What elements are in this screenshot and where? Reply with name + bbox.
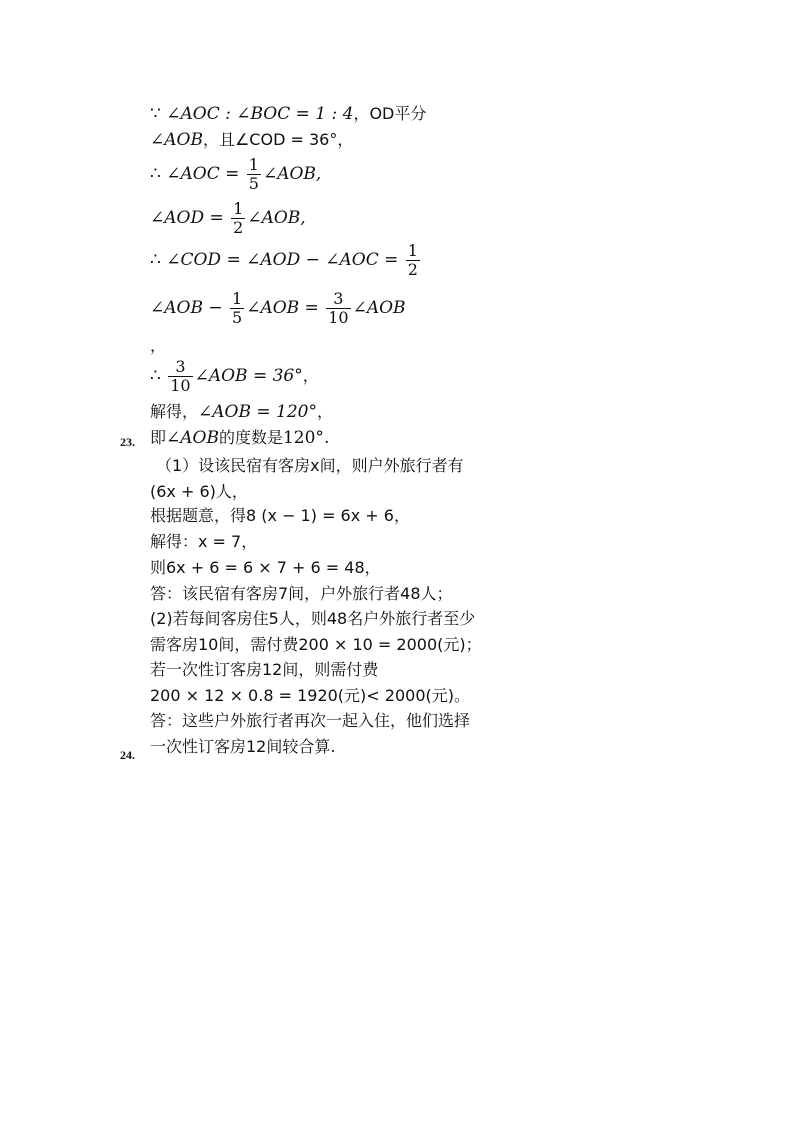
- q23-line-1: （1）设该民宿有客房x间，则户外旅行者有: [156, 456, 464, 475]
- question-number: 23.: [120, 435, 135, 449]
- q23-line-8: 需客房10间，需付费200 × 10 = 2000(元)；: [150, 635, 482, 654]
- q22-line-1: ∵ ∠AOC : ∠BOC = 1 : 4，OD平分: [150, 104, 427, 124]
- q23-line-10: 200 × 12 × 0.8 = 1920(元)< 2000(元)。: [150, 686, 470, 705]
- q22-line-7: ，: [150, 336, 167, 355]
- q22-line-4: ∠AOD = $\frac{1}{2}$ ∠AOB,: [150, 199, 306, 237]
- fraction: $\frac{1}{2}$: [407, 241, 418, 279]
- q23-line-12: 一次性订客房12间较合算.: [150, 737, 336, 756]
- fraction: $\frac{1}{5}$: [232, 289, 243, 327]
- q23-line-2: (6x + 6)人，: [150, 482, 248, 501]
- q23-line-11: 答：这些户外旅行者再次一起入住，他们选择: [150, 711, 471, 730]
- q23-line-7: (2)若每间客房住5人，则48名户外旅行者至少: [150, 609, 476, 628]
- fraction: $\frac{3}{10}$: [170, 357, 191, 395]
- q22-line-8: ∴ $\frac{3}{10}$ ∠AOB = 36°，: [150, 357, 319, 395]
- q22-line-6: ∠AOB − $\frac{1}{5}$ ∠AOB = $\frac{3}{10}$ ∠AOB: [150, 289, 406, 327]
- q22-line-3: ∴ ∠AOC = $\frac{1}{5}$ ∠AOB,: [150, 155, 322, 193]
- q23-line-3: 根据题意，得8 (x − 1) = 6x + 6，: [150, 506, 410, 525]
- q23-line-5: 则6x + 6 = 6 × 7 + 6 = 48，: [150, 558, 381, 577]
- q22-line-10: 即∠AOB的度数是120°.: [150, 428, 330, 448]
- fraction: $\frac{3}{10}$: [328, 289, 349, 327]
- question-number: 24.: [120, 748, 135, 762]
- q22-line-2: ∠AOB，且∠COD = 36°，: [150, 130, 354, 150]
- q22-line-5: ∴ ∠COD = ∠AOD − ∠AOC = $\frac{1}{2}$: [150, 241, 418, 279]
- fraction: $\frac{1}{5}$: [248, 155, 259, 193]
- q23-line-4: 解得：x = 7，: [150, 532, 258, 551]
- q23-line-9: 若一次性订客房12间，则需付费: [150, 660, 379, 679]
- q22-line-9: 解得，∠AOB = 120°，: [150, 402, 333, 422]
- fraction: $\frac{1}{2}$: [233, 199, 244, 237]
- q23-line-6: 答：该民宿有客房7间，户外旅行者48人；: [150, 584, 453, 603]
